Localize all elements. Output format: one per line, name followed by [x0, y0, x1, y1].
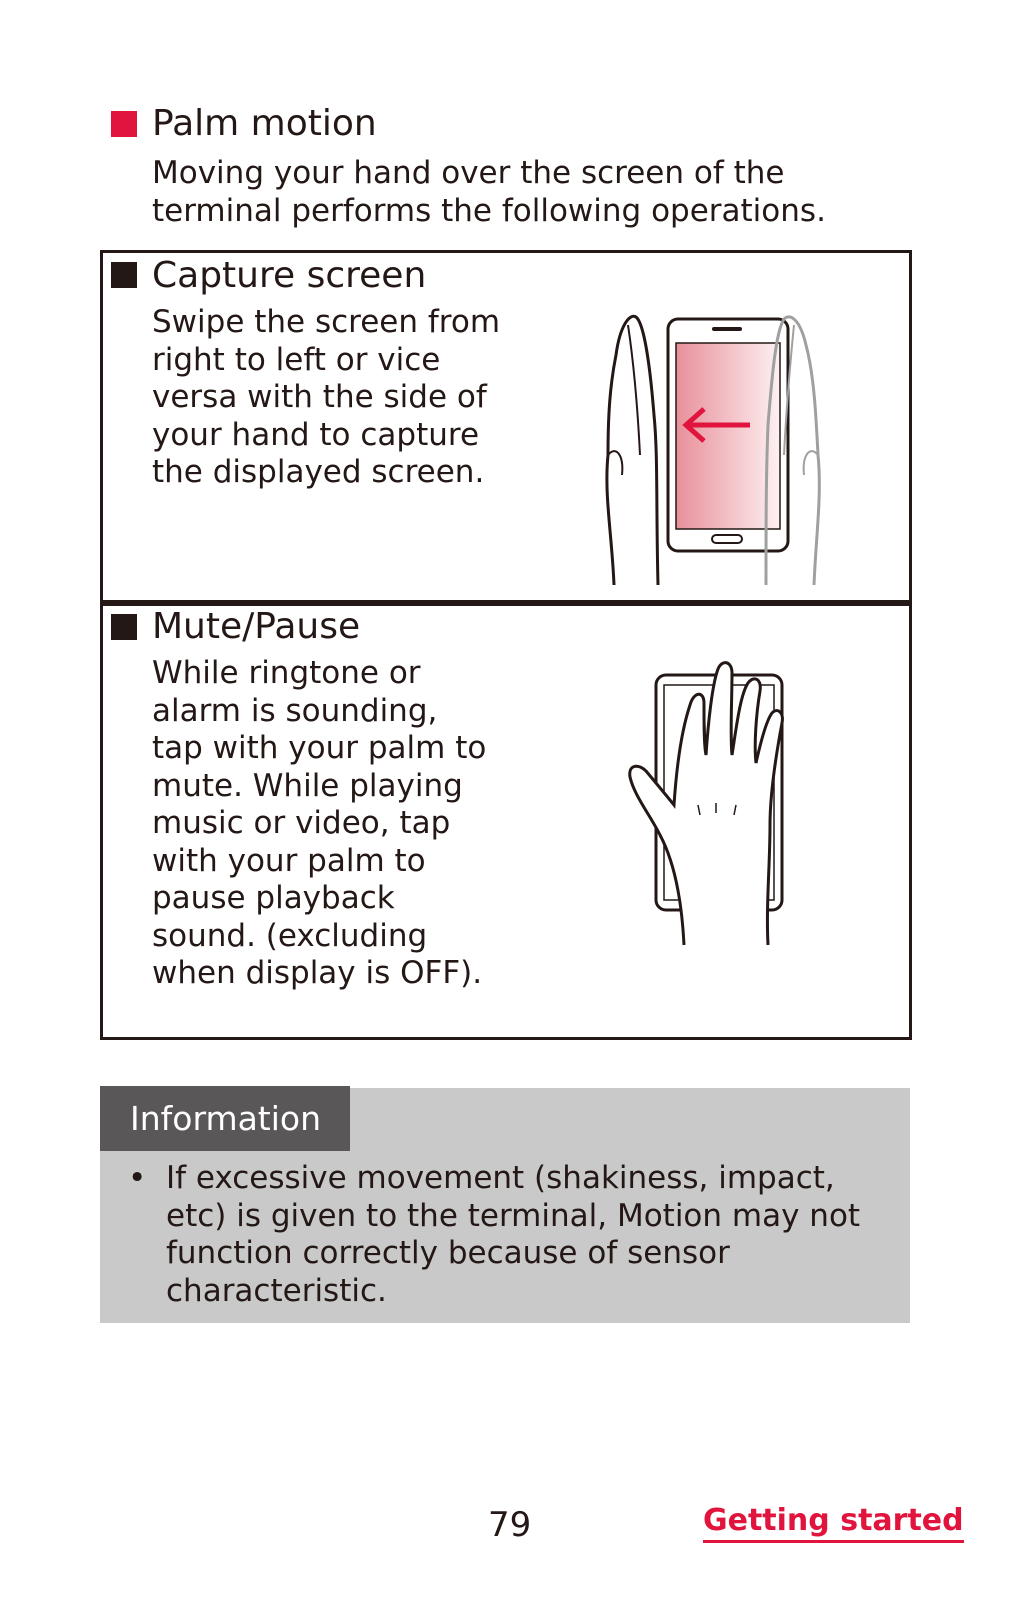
chapter-link[interactable]: Getting started [703, 1503, 964, 1543]
palm-tap-illustration [620, 655, 810, 955]
section-marker-icon [111, 111, 137, 137]
hand-swipe-illustration [600, 305, 830, 595]
feature-title-capture: Capture screen [152, 255, 427, 296]
page-number: 79 [488, 1505, 532, 1545]
feature-title-mute: Mute/Pause [152, 606, 361, 647]
feature-description-capture: Swipe the screen from right to left or vice versa with the side of your hand to capture the displayed screen. [152, 304, 501, 490]
bullet-icon: • [128, 1160, 147, 1196]
feature-marker-icon [111, 614, 137, 640]
section-description: Moving your hand over the screen of the terminal performs the following operations. [152, 155, 826, 229]
information-label: Information [100, 1086, 350, 1151]
section-title: Palm motion [152, 103, 377, 144]
information-item: If excessive movement (shakiness, impact, etc) is given to the terminal, Motion may not function correctly because of sensor characteristic. [166, 1160, 861, 1309]
feature-marker-icon [111, 262, 137, 288]
feature-description-mute: While ringtone or alarm is sounding, tap with your palm to mute. While playing music or video, tap with your palm to pause playback sound. (excluding when display is OFF). [152, 655, 487, 991]
